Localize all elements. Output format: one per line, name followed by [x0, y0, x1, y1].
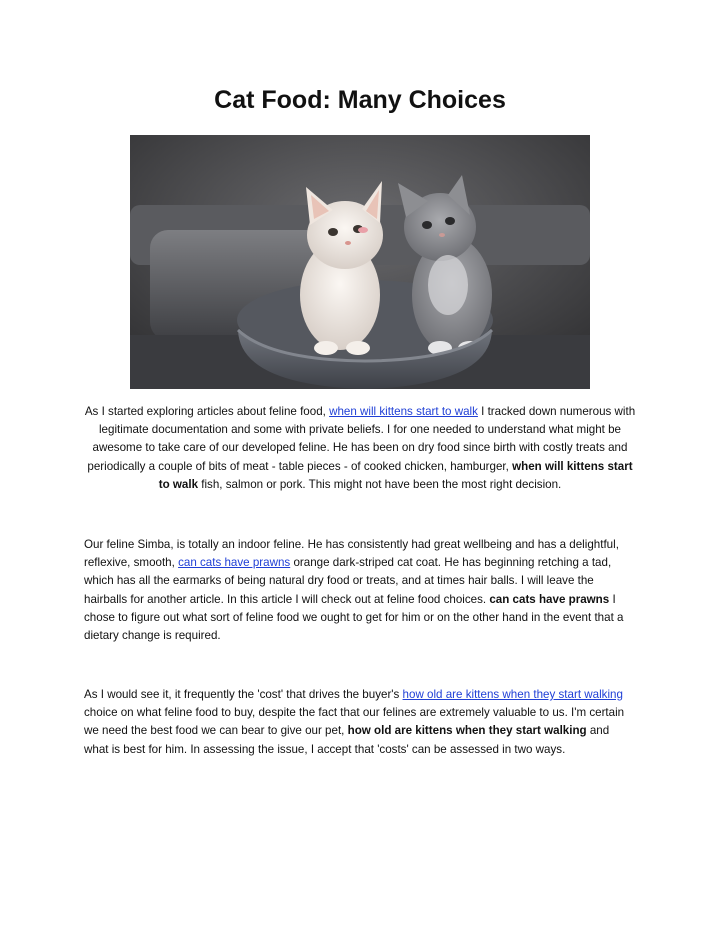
page-title: Cat Food: Many Choices: [214, 86, 506, 114]
paragraph-text: I tracked down numerous with legitimate documentation and some with private beliefs. I for one needed to understand what might be awesome to take care of our developed feline. He has been on dry food since birth with costly treats and periodically a couple of bits of meat - table pieces - of cooked chicken, hamburger,: [87, 405, 636, 473]
paragraph-text: and what is best for him. In assessing the issue, I accept that 'costs' can be assessed in two ways.: [84, 724, 610, 756]
bold-keyword: can cats have prawns: [489, 592, 610, 606]
paragraph-text: choice on what feline food to buy, despite the fact that our felines are extremely valuable to us. I'm certain we need the best food we can bear to give our pet,: [84, 706, 625, 738]
bold-keyword: how old are kittens when they start walking: [347, 724, 587, 738]
paragraph-text: fish, salmon or pork. This might not have been the most right decision.: [198, 477, 562, 491]
intro-paragraph: [84, 403, 636, 494]
paragraph-text: orange dark-striped cat coat. He has beginning retching a tad, which has all the earmarks of being natural dry food or treats, and at times hair balls. I will leave the hairballs for another article. In this article I will check out at feline food choices.: [84, 556, 612, 606]
bold-keyword: when will kittens start to walk: [158, 459, 633, 491]
paragraph-text: As I started exploring articles about feline food,: [84, 405, 330, 418]
cost-paragraph: [84, 686, 636, 759]
link-cats-prawns[interactable]: can cats have prawns: [178, 556, 291, 570]
simba-paragraph: [84, 536, 636, 645]
paragraph-text: I chose to figure out what sort of feline food we ought to get for him or on the other hand in the event that a dietary change is required.: [84, 592, 624, 643]
link-kittens-age-walking[interactable]: how old are kittens when they start walking: [402, 688, 623, 701]
paragraph-text: As I would see it, it frequently the 'cost' that drives the buyer's: [84, 688, 403, 701]
link-kittens-walk[interactable]: when will kittens start to walk: [329, 405, 478, 418]
paragraph-text: Our feline Simba, is totally an indoor feline. He has consistently had great wellbeing and has a delightful, reflexive, smooth,: [84, 538, 619, 570]
kittens-photo: [130, 135, 590, 389]
